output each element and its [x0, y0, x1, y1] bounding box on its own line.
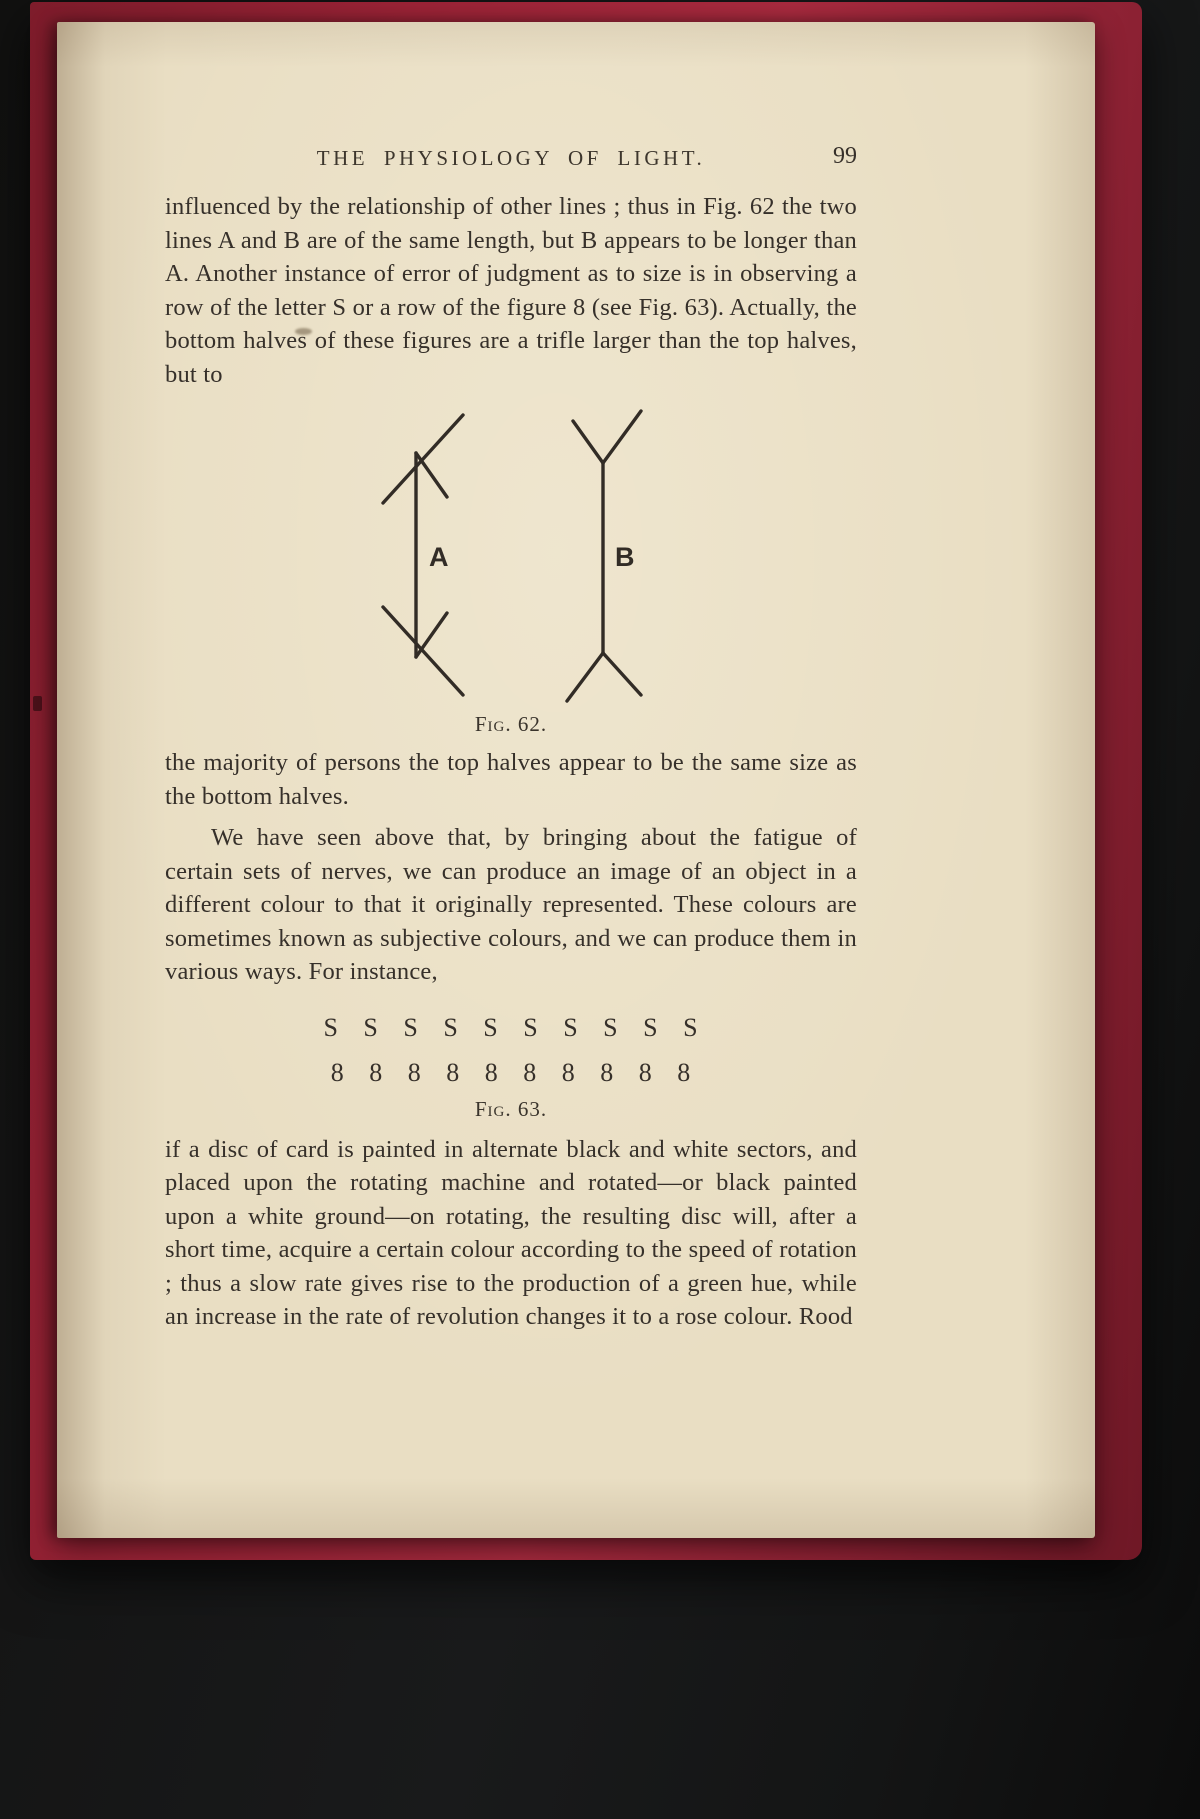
cover-mark [33, 696, 42, 711]
figure-63-row-8: 8 8 8 8 8 8 8 8 8 8 [330, 1057, 692, 1087]
book-page [57, 22, 1095, 1538]
label-b: B [615, 542, 635, 572]
running-header [165, 142, 857, 174]
paragraph-2: the majority of persons the top halves appear to be the same size as the bottom halves. [165, 749, 857, 810]
figure-63 [165, 1005, 857, 1123]
figure-62 [165, 403, 857, 738]
figure-62-caption: Fig. 62. [474, 712, 548, 736]
paragraph-1: influenced by the relationship of other lines ; thus in Fig. 62 the two lines A and B are of the same length, but B appears to be longer than A. Another instance of error of judgment as to size is in observing a row of the letter S or a row of the figure 8 (see Fig. 63). Actually, the bottom halves of these figures are a trifle larger than the top halves, but to [165, 193, 857, 388]
page-title: THE PHYSIOLOGY OF LIGHT. [316, 146, 706, 170]
paragraph-4: if a disc of card is painted in alternate black and white sectors, and placed upon the rotating machine and rotated—or black painted upon a white ground—on rotating, the resulting disc will, after a short time, acquire a certain colour according to the speed of rotation ; thus a slow rate gives rise to the production of a green hue, while an increase in the rate of revolution changes it to a rose colour. Rood [165, 1135, 857, 1330]
page-number: 99 [833, 143, 857, 169]
fork-b [567, 411, 641, 701]
figure-63-row-s: S S S S S S S S S S [323, 1012, 699, 1042]
page-content [165, 142, 857, 1334]
muller-lyer-illustration [251, 403, 771, 708]
figure-63-caption: Fig. 63. [474, 1096, 548, 1121]
paragraph-3: We have seen above that, by bringing about the fatigue of certain sets of nerves, we can produce an image of an object in a different colour to that it originally represented. These colours are sometimes known as subjective colours, and we can produce them in various ways. For instance, [165, 824, 857, 985]
label-a: A [429, 542, 449, 572]
arrow-a [383, 415, 463, 695]
